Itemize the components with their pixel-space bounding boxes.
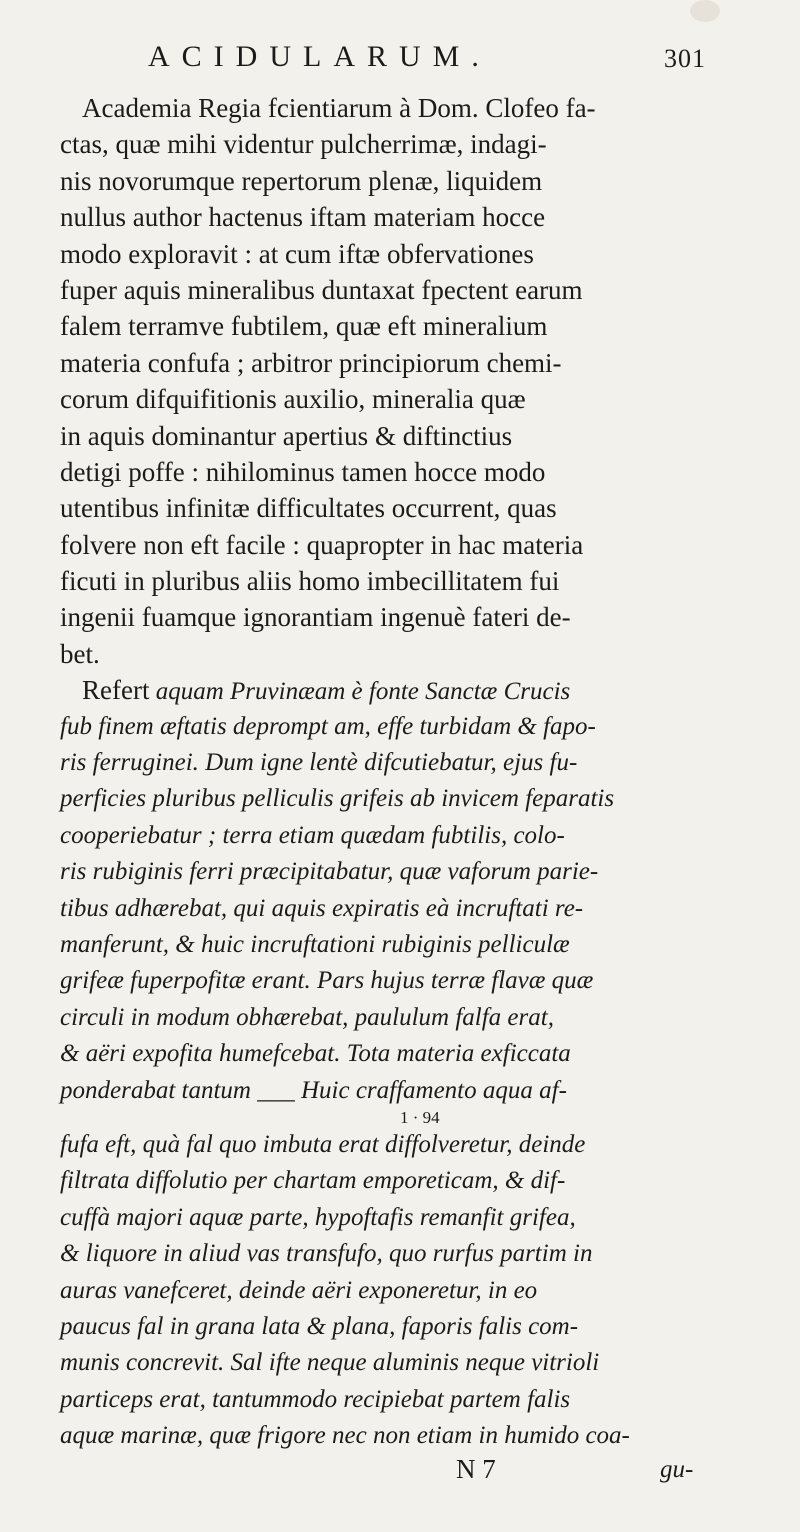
text-line: in aquis dominantur apertius & diftinctius bbox=[60, 420, 513, 451]
text-line: utentibus infinitæ difficultates occurrent, quas bbox=[60, 493, 557, 524]
text-line: fub finem æftatis deprompt am, effe turbidam & fapo- bbox=[60, 712, 596, 740]
text-line: fuper aquis mineralibus duntaxat fpectent earum bbox=[60, 274, 583, 305]
text-line: circuli in modum obhærebat, paululum falfa erat, bbox=[60, 1003, 554, 1031]
fraction-figure: 1 · 94 bbox=[400, 1107, 440, 1127]
text-line: grifeæ fuperpofitæ erant. Pars hujus terræ flavæ quæ bbox=[60, 967, 594, 995]
text-line: manferunt, & huic incruftationi rubiginis pelliculæ bbox=[60, 930, 570, 958]
first-line-text: aquam Pruvinæam è fonte Sanctæ Crucis bbox=[149, 678, 571, 706]
paragraph-refert bbox=[60, 672, 756, 1454]
text-line: cooperiebatur ; terra etiam quædam fubtilis, colo- bbox=[60, 821, 565, 849]
text-line: aquæ marinæ, quæ frigore nec non etiam in humido coa- bbox=[60, 1422, 630, 1450]
running-head-title: ACIDULARUM. bbox=[148, 40, 491, 73]
text-line: ris ferruginei. Dum igne lentè difcutiebatur, ejus fu- bbox=[60, 749, 578, 777]
text-line: ris rubiginis ferri præcipitabatur, quæ vaforum parie- bbox=[60, 858, 599, 886]
text-line: munis concrevit. Sal ifte neque aluminis neque vitrioli bbox=[60, 1349, 600, 1377]
text-line: nullus author hactenus iftam materiam hocce bbox=[60, 202, 546, 233]
text-line: materia confufa ; arbitror principiorum chemi- bbox=[60, 347, 562, 378]
text-line: paucus fal in grana lata & plana, faporis falis com- bbox=[60, 1312, 579, 1340]
text-line: bet. bbox=[60, 638, 100, 669]
text-line: detigi poffe : nihilominus tamen hocce modo bbox=[60, 456, 546, 487]
text-line: & aëri expofita humefcebat. Tota materia exficcata bbox=[60, 1040, 571, 1068]
text-line: corum difquifitionis auxilio, mineralia quæ bbox=[60, 384, 526, 415]
text-line: nis novorumque repertorum plenæ, liquidem bbox=[60, 165, 543, 196]
text-line: cuffà majori aquæ parte, hypoftafis remanfit grifea, bbox=[60, 1203, 576, 1231]
text-line: auras vanefceret, deinde aëri exponeretur, in eo bbox=[60, 1276, 538, 1304]
paragraph-lines-continued bbox=[60, 1127, 756, 1455]
text-line: modo exploravit : at cum iftæ obfervationes bbox=[60, 238, 534, 269]
lead-word: Refert bbox=[82, 675, 150, 706]
paragraph-first-line bbox=[60, 672, 756, 708]
text-line: falem terramve fubtilem, quæ eft mineralium bbox=[60, 311, 548, 342]
text-line: fufa eft, quà fal quo imbuta erat diffolveretur, deinde bbox=[60, 1130, 586, 1158]
page-number: 301 bbox=[664, 44, 706, 73]
text-line: & liquore in aliud vas transfufo, quo rurfus partim in bbox=[60, 1240, 593, 1268]
text-line: particeps erat, tantummodo recipiebat partem falis bbox=[60, 1385, 571, 1413]
running-head bbox=[60, 40, 756, 84]
text-line: filtrata diffolutio per chartam emporeticam, & dif- bbox=[60, 1167, 566, 1195]
text-line: ingenii fuamque ignorantiam ingenuè fateri de- bbox=[60, 602, 571, 633]
catchword: gu- bbox=[660, 1456, 694, 1484]
text-line: tibus adhærebat, qui aquis expiratis eà incruftati re- bbox=[60, 894, 584, 922]
paragraph-lines bbox=[60, 709, 756, 1109]
text-line: ponderabat tantum ___ Huic craffamento aqua af- bbox=[60, 1076, 567, 1104]
text-line: ctas, quæ mihi videntur pulcherrimæ, indagi- bbox=[60, 129, 547, 160]
text-line: folvere non eft facile : quapropter in hac materia bbox=[60, 529, 584, 560]
text-line: perficies pluribus pelliculis grifeis ab invicem feparatis bbox=[60, 785, 615, 813]
paragraph-academia bbox=[60, 90, 756, 672]
ink-smudge bbox=[690, 0, 720, 22]
text-line: ficuti in pluribus aliis homo imbecillitatem fui bbox=[60, 566, 560, 597]
signature-line bbox=[60, 1454, 756, 1494]
text-line: Academia Regia fcientiarum à Dom. Clofeo fa- bbox=[82, 93, 596, 123]
signature-mark: N 7 bbox=[456, 1454, 496, 1485]
